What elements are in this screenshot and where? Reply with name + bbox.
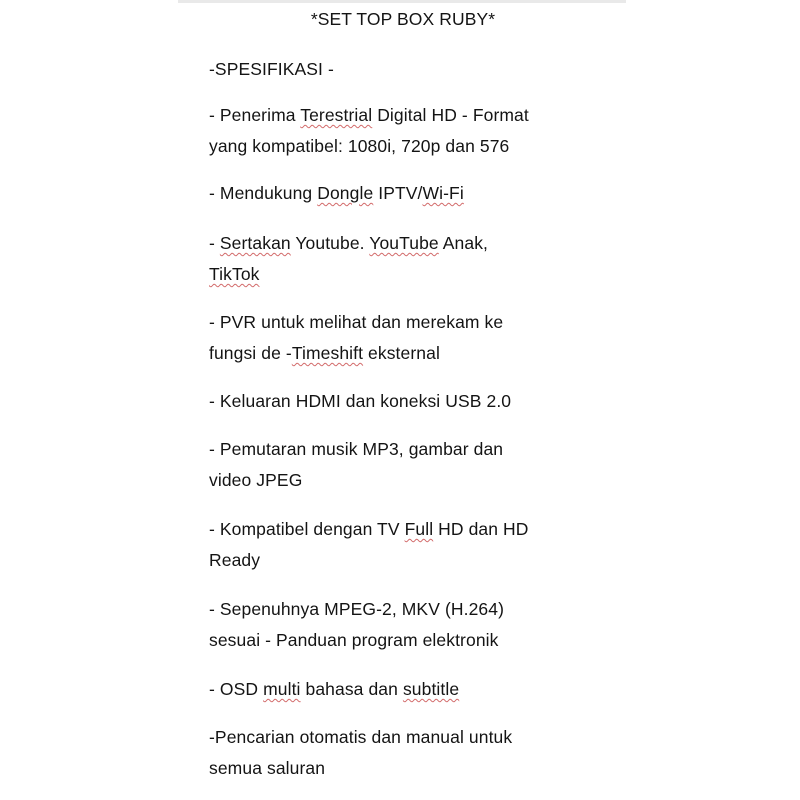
spec-item-line	[209, 678, 459, 700]
text-run: Anak,	[438, 233, 489, 253]
text-run: fungsi de -	[209, 343, 292, 363]
text-run: yang kompatibel: 1080i, 720p dan 576	[209, 136, 510, 156]
document-title: *SET TOP BOX RUBY*	[310, 9, 496, 29]
spec-item-line	[209, 629, 499, 651]
text-run: - Sepenuhnya MPEG-2, MKV (H.264)	[209, 599, 504, 619]
spellcheck-flagged-word: Full	[404, 519, 434, 539]
spec-heading: -SPESIFIKASI -	[209, 59, 334, 79]
spellcheck-flagged-word: multi	[263, 679, 301, 699]
spec-item-line	[209, 757, 325, 779]
spec-item-line	[209, 232, 488, 254]
spec-item-line	[209, 135, 509, 157]
text-run: Ready	[209, 550, 261, 570]
spec-item-line	[209, 438, 503, 460]
text-run: -Pencarian otomatis dan manual untuk	[209, 727, 513, 747]
spec-item-line	[209, 182, 464, 204]
spec-item-line	[209, 263, 260, 285]
text-run: - Pemutaran musik MP3, gambar dan	[209, 439, 504, 459]
text-run: Digital HD - Format	[372, 105, 529, 125]
text-run: - Kompatibel dengan TV	[209, 519, 405, 539]
spellcheck-flagged-word: Dongle	[317, 183, 374, 203]
spec-item-line	[209, 390, 511, 412]
text-run: IPTV/	[373, 183, 423, 203]
text-run: sesuai - Panduan program elektronik	[209, 630, 499, 650]
spellcheck-flagged-word: Wi-Fi	[422, 183, 464, 203]
spellcheck-flagged-word: Timeshift	[291, 343, 364, 363]
spec-item-line	[209, 469, 302, 491]
text-run: -	[209, 233, 220, 253]
text-run: video JPEG	[209, 470, 303, 490]
spec-item-line	[209, 311, 503, 333]
text-run: - OSD	[209, 679, 264, 699]
text-run: - Keluaran HDMI dan koneksi USB 2.0	[209, 391, 512, 411]
spec-item-line	[209, 104, 529, 126]
spec-item-line	[209, 549, 260, 571]
top-border	[178, 0, 626, 3]
text-run: - PVR untuk melihat dan merekam ke	[209, 312, 504, 332]
spec-item-line	[209, 342, 440, 364]
spec-item-line	[209, 726, 512, 748]
spellcheck-flagged-word: subtitle	[402, 679, 460, 699]
spellcheck-flagged-word: YouTube	[369, 233, 439, 253]
spellcheck-flagged-word: Terestrial	[300, 105, 373, 125]
text-run: bahasa dan	[300, 679, 403, 699]
text-run: Youtube.	[290, 233, 370, 253]
spellcheck-flagged-word: TikTok	[209, 264, 260, 284]
text-run: semua saluran	[209, 758, 326, 778]
spellcheck-flagged-word: Sertakan	[219, 233, 291, 253]
spec-item-line	[209, 598, 504, 620]
text-run: eksternal	[363, 343, 440, 363]
text-run: HD dan HD	[433, 519, 529, 539]
text-run: - Mendukung	[209, 183, 318, 203]
text-run: - Penerima	[209, 105, 301, 125]
spec-item-line	[209, 518, 529, 540]
